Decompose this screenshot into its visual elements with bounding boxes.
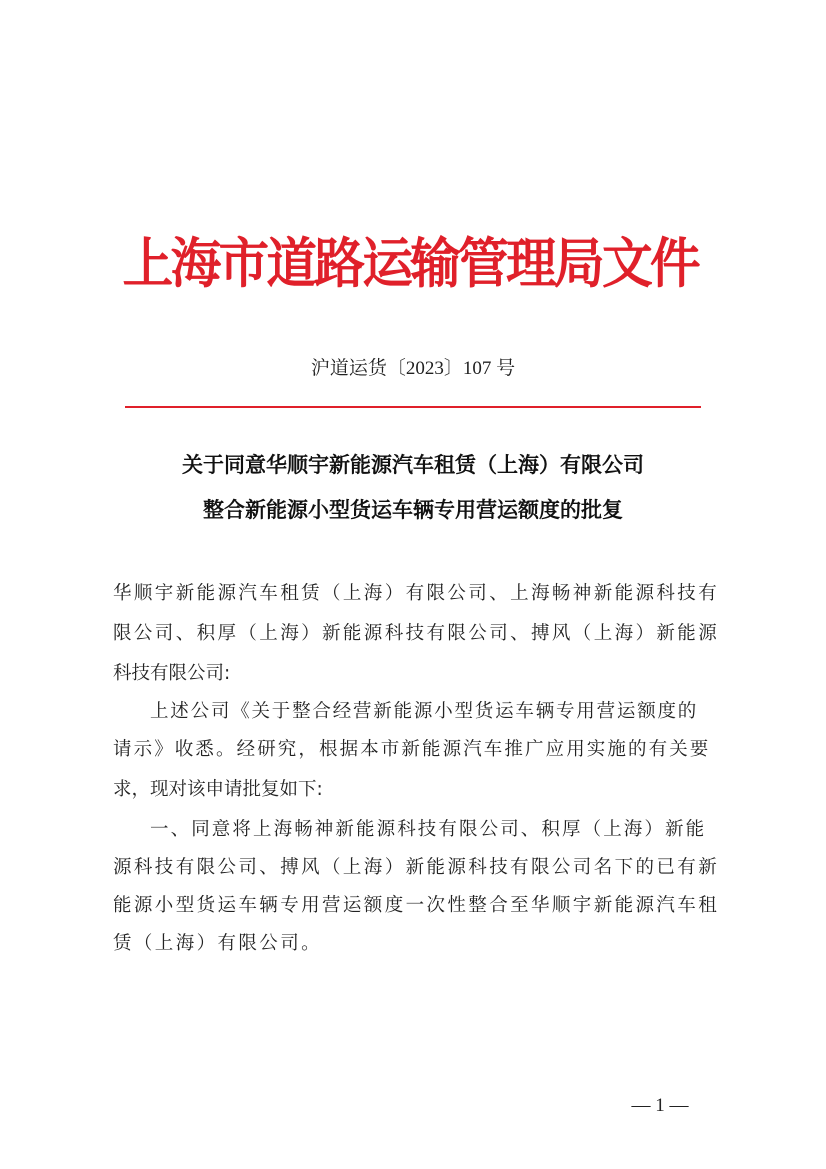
red-separator-line xyxy=(125,406,701,408)
issuing-authority-header: 上海市道路运输管理局文件 xyxy=(122,231,698,295)
page-number: — 1 — xyxy=(631,1095,689,1116)
body-line: 限公司、积厚（上海）新能源科技有限公司、搏风（上海）新能源 xyxy=(113,623,720,644)
document-title-line-2: 整合新能源小型货运车辆专用营运额度的批复 xyxy=(203,498,623,522)
body-line: 请示》收悉。经研究，根据本市新能源汽车推广应用实施的有关要 xyxy=(113,739,711,760)
body-line: 源科技有限公司、搏风（上海）新能源科技有限公司名下的已有新 xyxy=(113,857,720,878)
body-line: 能源小型货运车辆专用营运额度一次性整合至华顺宇新能源汽车租 xyxy=(113,895,720,916)
document-title-line-1: 关于同意华顺宇新能源汽车租赁（上海）有限公司 xyxy=(182,453,644,477)
body-line: 求，现对该申请批复如下: xyxy=(113,779,323,800)
document-number: 沪道运货〔2023〕107 号 xyxy=(310,358,516,379)
body-line: 一、同意将上海畅神新能源科技有限公司、积厚（上海）新能 xyxy=(150,819,707,840)
body-line: 赁（上海）有限公司。 xyxy=(113,933,323,954)
body-line: 科技有限公司: xyxy=(113,663,231,684)
body-line: 华顺宇新能源汽车租赁（上海）有限公司、上海畅神新能源科技有 xyxy=(113,583,720,604)
body-line: 上述公司《关于整合经营新能源小型货运车辆专用营运额度的 xyxy=(150,701,699,722)
